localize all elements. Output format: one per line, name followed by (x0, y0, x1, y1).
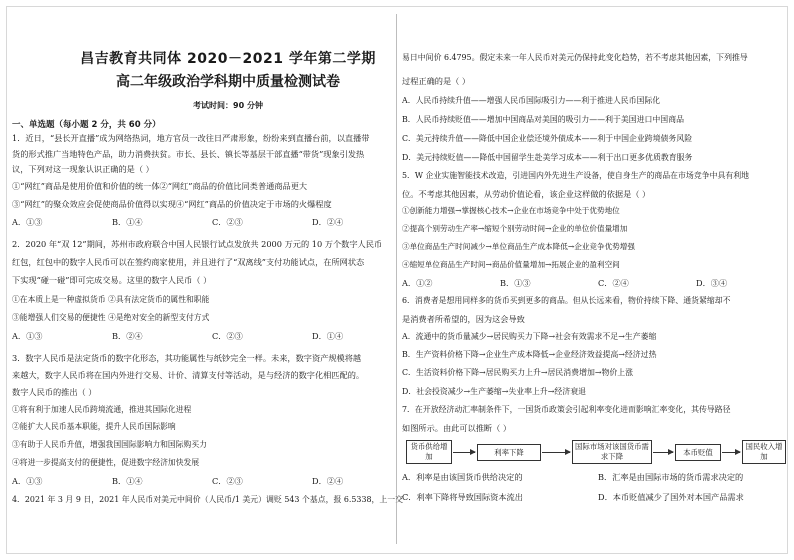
q3-option-2: ②能扩大人民币基本职能，提升人民币国际影响 (12, 422, 176, 431)
q4-option-c[interactable]: C．美元持续升值——降低中国企业偿还境外债成本——利于中国企业跨境债务风险 (402, 134, 693, 143)
q7-line2: 如图所示。由此可以推断（ ） (402, 423, 512, 433)
q3-choice-c[interactable]: C．②③ (212, 476, 243, 486)
q4-option-d[interactable]: D．美元持续贬值——降低中国留学生赴美学习成本——利于出口更多优质教育服务 (402, 153, 693, 162)
q5-choice-c[interactable]: C．②④ (598, 278, 629, 288)
q6-option-b[interactable]: B．生产资料价格下降→企业生产成本降低→企业经济效益提高→经济过热 (402, 350, 657, 359)
q3-choice-a[interactable]: A．①③ (12, 476, 43, 486)
q5-option-2: ②提高个别劳动生产率→缩短个别劳动时间→企业的单位价值量增加 (402, 224, 628, 233)
q3-line3: 数字人民币的推出（ ） (12, 387, 97, 397)
exam-time: 考试时间：90 分钟 (193, 101, 263, 110)
q3-choice-d[interactable]: D．②④ (312, 476, 344, 486)
q1-choices (12, 216, 374, 228)
q2-line1: 2．2020 年“双 12”期间，苏州市政府联合中国人民银行试点发放共 2000 万元的 10 万个数字人民币 (12, 239, 383, 249)
q5-line1: 5．W 企业实施智能技术改造，引进国内外先进生产设备，使自身生产的商品在市场竞争中具有利地 (402, 171, 750, 180)
flow-box-depreciation: 本币贬值 (675, 444, 721, 461)
flow-arrow-2 (542, 452, 570, 453)
q1-choice-d[interactable]: D．②④ (312, 217, 344, 227)
q2-choice-d[interactable]: D．①④ (312, 331, 344, 341)
q5-choice-b[interactable]: B．①③ (500, 278, 531, 288)
flow-arrow-4 (722, 452, 740, 453)
exam-title-line1: 昌吉教育共同体 2020－2021 学年第二学期 (80, 51, 376, 67)
flow-box-demand: 国际市场对该国货币需求下降 (572, 440, 652, 464)
q1-choice-c[interactable]: C．②③ (212, 217, 243, 227)
q3-line1: 3．数字人民币是法定货币的数字化形态，其功能属性与纸钞完全一样。未来，数字资产规模将越 (12, 353, 362, 363)
flow-box-supply: 货币供给增加 (406, 440, 452, 464)
q5-option-1: ①创新能力增强→掌握核心技术→企业在市场竞争中处于优势地位 (402, 206, 620, 215)
q2-choice-c[interactable]: C．②③ (212, 331, 243, 341)
q4-line3: 过程正确的是（ ） (402, 76, 471, 86)
q4-option-a[interactable]: A．人民币持续升值——增强人民币国际吸引力——利于推进人民币国际化 (402, 96, 661, 105)
q1-choice-b[interactable]: B．①④ (112, 217, 143, 227)
exam-title-line2: 高二年级政治学科期中质量检测试卷 (116, 74, 340, 90)
q1-choice-a[interactable]: A．①③ (12, 217, 43, 227)
column-divider (396, 14, 397, 544)
q5-choice-a[interactable]: A．①② (402, 278, 433, 288)
q1-option-1: ①“网红”商品是使用价值和价值的统一体②“网红”商品的价值比同类普通商品更大 (12, 181, 308, 191)
q1-line2: 货的形式推广当地特色产品，助力消费扶贫。市长、县长、镇长等基层干部直播“带货”现象引发热 (12, 149, 365, 159)
q5-option-4: ④缩短单位商品生产时间→商品价值量增加→拓展企业的盈利空间 (402, 260, 620, 269)
q3-choice-b[interactable]: B．①④ (112, 476, 143, 486)
q2-line3: 下实现“碰一碰”即可完成交易。这里的数字人民币（ ） (12, 275, 212, 285)
q5-choice-d[interactable]: D．③④ (696, 278, 728, 288)
q2-option-2: ③能增强人们交易的便捷性 ④是绝对安全的新型支付方式 (12, 313, 210, 322)
q5-line2: 位。不考虑其他因素，从劳动价值论看，该企业这样做的依据是（ ） (402, 189, 651, 199)
q3-option-1: ①将有利于加速人民币跨境流通，推进其国际化进程 (12, 405, 192, 414)
q4-line2: 易日中间价 6.4795。假定未来一年人民币对美元仍保持此变化趋势，若不考虑其他因素，下列推导 (402, 53, 748, 62)
q5-option-3: ③单位商品生产时间减少→单位商品生产成本降低→企业竞争优势增强 (402, 242, 635, 251)
q2-line2: 红包，红包中的数字人民币可以在签约商家使用，并且进行了“双离线”支付功能试点，在所网状态 (12, 257, 365, 267)
q2-choice-a[interactable]: A．①③ (12, 331, 43, 341)
q4-option-b[interactable]: B．人民币持续贬值——增加中国商品对美国的吸引力——利于美国进口中国商品 (402, 115, 684, 124)
q3-option-4: ④将进一步提高支付的便捷性，促进数字经济加快发展 (12, 458, 200, 467)
q7-line1: 7．在开放经济动汇率制条件下，一国货币政策会引起利率变化进而影响汇率变化，其传导路径 (402, 405, 731, 414)
q6-option-c[interactable]: C．生活资料价格下降→居民购买力上升→居民消费增加→物价上涨 (402, 368, 634, 377)
q2-choices (12, 330, 374, 342)
flow-box-rate: 利率下降 (477, 444, 541, 461)
flow-box-income: 国民收入增加 (742, 440, 786, 464)
q2-option-1: ①在本质上是一种虚拟货币 ②具有法定货币的属性和职能 (12, 295, 210, 304)
q4-line1: 4．2021 年 3 月 9 日，2021 年人民币对美元中间价（人民币/1 美元）调贬 543 个基点，报 6.5338，上一交 (12, 495, 404, 504)
q2-choice-b[interactable]: B．②④ (112, 331, 143, 341)
q7-option-b[interactable]: B．汇率是由国际市场的货币需求决定的 (598, 472, 744, 482)
q3-choices (12, 475, 374, 487)
q5-choices (402, 277, 758, 289)
q1-option-2: ③“网红”的聚众效应会促使商品价值得以实现④“网红”商品的价值决定于市场的火爆程度 (12, 199, 332, 209)
section-heading: 一、单选题（每小题 2 分，共 60 分） (12, 120, 161, 130)
q7-option-d[interactable]: D．本币贬值减少了国外对本国产品需求 (598, 492, 744, 502)
flow-arrow-1 (453, 452, 475, 453)
q1-line1: 1．近日，“县长开直播”成为网络热词，地方官员一改往日严肃形象，纷纷来到直播台前，以直播带 (12, 133, 370, 143)
q7-option-c[interactable]: C．利率下降将导致国际资本流出 (402, 492, 523, 502)
q6-line1: 6．消费者是想用同样多的货币买到更多的商品。但从长远来看，物价持续下降、通货紧缩却不 (402, 296, 731, 305)
q6-option-d[interactable]: D．社会投资减少→生产萎缩→失业率上升→经济衰退 (402, 387, 586, 396)
q6-option-a[interactable]: A．流通中的货币量减少→居民购买力下降→社会有效需求不足→生产萎缩 (402, 332, 657, 341)
q3-line2: 来越大，数字人民币将在国内外进行交易、计价、清算支付等活动，是与经济的数字化相匹配的。 (12, 370, 365, 380)
q3-option-3: ③有助于人民币升值，增强我国国际影响力和国际购买力 (12, 440, 207, 449)
q1-line3: 议，下列对这一现象认识正确的是（ ） (12, 164, 154, 174)
q6-line2: 是消费者所希望的，因为这会导致 (402, 314, 525, 324)
q7-option-a[interactable]: A．利率是由该国货币供给决定的 (402, 472, 523, 482)
flow-arrow-3 (653, 452, 673, 453)
